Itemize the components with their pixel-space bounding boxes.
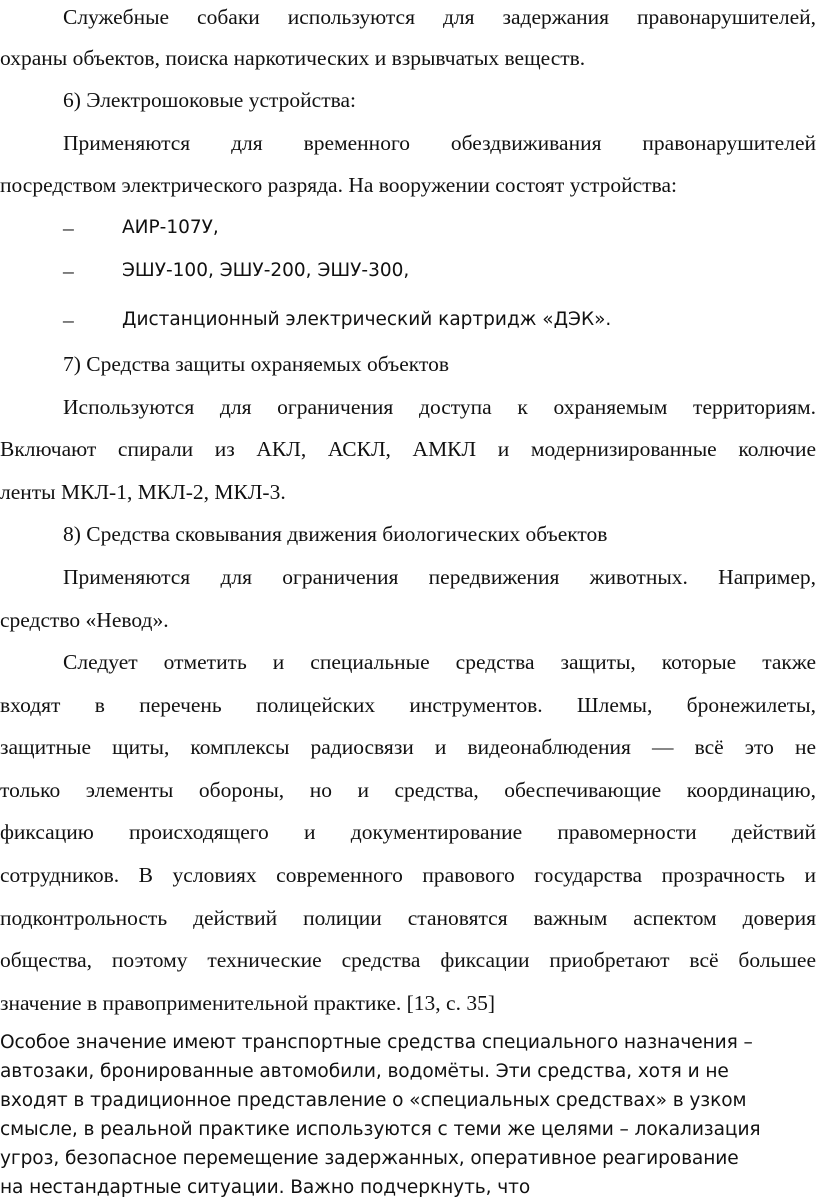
paragraph-line: ленты МКЛ-1, МКЛ-2, МКЛ-3. <box>0 480 286 504</box>
paragraph-line: только элементы обороны, но и средства, обеспечивающие координацию, <box>0 778 816 802</box>
paragraph-line: посредством электрического разряда. На вооружении состоят устройства: <box>0 173 677 197</box>
paragraph-line: общества, поэтому технические средства фиксации приобретают всё большее <box>0 948 816 972</box>
list-item-text: ЭШУ-100, ЭШУ-200, ЭШУ-300, <box>122 260 410 281</box>
list-dash: – <box>63 308 74 332</box>
list-dash: – <box>63 216 74 240</box>
list-item <box>0 214 816 244</box>
paragraph-line: средство «Невод». <box>0 608 169 632</box>
paragraph-line: Используются для ограничения доступа к охраняемым территориям. <box>63 395 816 419</box>
section-heading: 8) Средства сковывания движения биологических объектов <box>63 522 608 546</box>
paragraph-line: фиксацию происходящего и документирование правомерности действий <box>0 820 816 844</box>
list-item-text: АИР-107У, <box>122 217 219 238</box>
paragraph-line: значение в правоприменительной практике. [13, с. 35] <box>0 991 496 1015</box>
paragraph-line: на нестандартные ситуации. Важно подчеркнуть, что <box>0 1177 531 1198</box>
paragraph-line: Особое значение имеют транспортные средства специального назначения – <box>0 1032 753 1053</box>
paragraph-line: сотрудников. В условиях современного правового государства прозрачность и <box>0 863 816 887</box>
paragraph-line: угроз, безопасное перемещение задержанных, оперативное реагирование <box>0 1148 739 1169</box>
section-heading: 6) Электрошоковые устройства: <box>63 88 356 112</box>
paragraph-line: входят в перечень полицейских инструментов. Шлемы, бронежилеты, <box>0 693 816 717</box>
list-item <box>0 306 816 336</box>
list-dash: – <box>63 259 74 283</box>
paragraph-line: автозаки, бронированные автомобили, водомёты. Эти средства, хотя и не <box>0 1061 729 1082</box>
list-item-text: Дистанционный электрический картридж «ДЭК». <box>122 309 612 330</box>
paragraph-line: охраны объектов, поиска наркотических и взрывчатых веществ. <box>0 46 586 70</box>
paragraph-line: защитные щиты, комплексы радиосвязи и видеонаблюдения — всё это не <box>0 735 816 759</box>
section-heading: 7) Средства защиты охраняемых объектов <box>63 352 449 376</box>
paragraph-line: Применяются для временного обездвиживания правонарушителей <box>63 131 816 155</box>
paragraph-line: Служебные собаки используются для задержания правонарушителей, <box>63 5 816 29</box>
paragraph-line: Включают спирали из АКЛ, АСКЛ, АМКЛ и модернизированные колючие <box>0 437 816 461</box>
list-item <box>0 257 816 287</box>
paragraph-line: подконтрольность действий полиции становятся важным аспектом доверия <box>0 906 816 930</box>
paragraph-line: входят в традиционное представление о «специальных средствах» в узком <box>0 1090 747 1111</box>
paragraph-line: Следует отметить и специальные средства защиты, которые также <box>63 650 816 674</box>
paragraph-line: смысле, в реальной практике используются с теми же целями – локализация <box>0 1119 761 1140</box>
paragraph-line: Применяются для ограничения передвижения животных. Например, <box>63 565 816 589</box>
